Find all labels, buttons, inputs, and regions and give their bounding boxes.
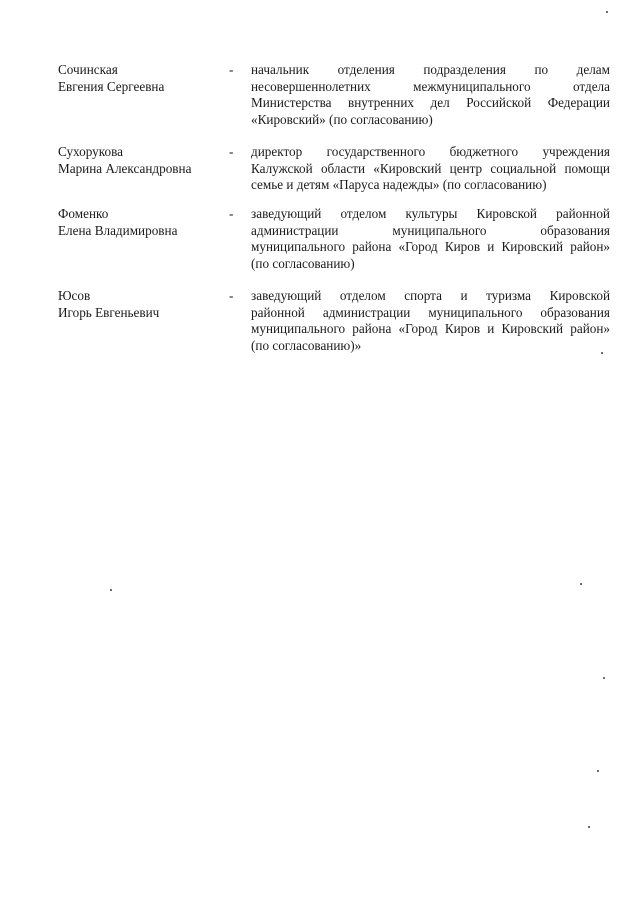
member-role	[251, 144, 610, 194]
member-surname: Сухорукова	[58, 144, 123, 159]
role-line: муниципального района «Город Киров и Кировский район»	[251, 239, 610, 254]
role-line: «Кировский» (по согласованию)	[251, 111, 433, 127]
scan-speck	[110, 589, 112, 591]
member-role	[251, 206, 610, 272]
member-role	[251, 288, 610, 354]
member-given-names: Елена Владимировна	[58, 222, 178, 238]
role-line: администрации муниципального образования	[251, 222, 610, 238]
member-given-names: Игорь Евгеньевич	[58, 304, 160, 320]
scan-speck	[597, 770, 599, 772]
separator-dash: -	[229, 206, 234, 221]
role-line: муниципального района «Город Киров и Кировский район»	[251, 321, 610, 336]
member-surname: Юсов	[58, 288, 91, 303]
member-name	[58, 288, 218, 321]
separator-dash: -	[229, 62, 234, 77]
member-given-names: Евгения Сергеевна	[58, 78, 165, 94]
member-given-names: Марина Александровна	[58, 160, 192, 176]
role-line: начальник отделения подразделения по делам	[251, 62, 610, 77]
member-surname: Сочинская	[58, 62, 118, 77]
scan-speck	[603, 677, 605, 679]
member-name	[58, 62, 218, 95]
role-line: Калужской области «Кировский центр социальной помощи	[251, 160, 610, 176]
scan-speck	[601, 352, 603, 354]
member-name	[58, 144, 218, 177]
role-line: семье и детям «Паруса надежды» (по согласованию)	[251, 177, 547, 192]
member-surname: Фоменко	[58, 206, 109, 221]
member-role	[251, 62, 610, 128]
scan-speck	[580, 583, 582, 585]
separator-dash: -	[229, 144, 234, 159]
role-line: Министерства внутренних дел Российской Федерации	[251, 95, 610, 110]
role-line: несовершеннолетних межмуниципального отдела	[251, 78, 610, 94]
role-line: директор государственного бюджетного учреждения	[251, 144, 610, 159]
role-line: заведующий отделом спорта и туризма Кировской	[251, 288, 610, 303]
separator-dash: -	[229, 288, 234, 303]
scan-speck	[588, 826, 590, 828]
member-name	[58, 206, 218, 239]
role-line: (по согласованию)»	[251, 337, 362, 353]
role-line: заведующий отделом культуры Кировской районной	[251, 206, 610, 221]
role-line: районной администрации муниципального образования	[251, 304, 610, 320]
scan-speck	[606, 11, 608, 13]
role-line: (по согласованию)	[251, 255, 355, 271]
